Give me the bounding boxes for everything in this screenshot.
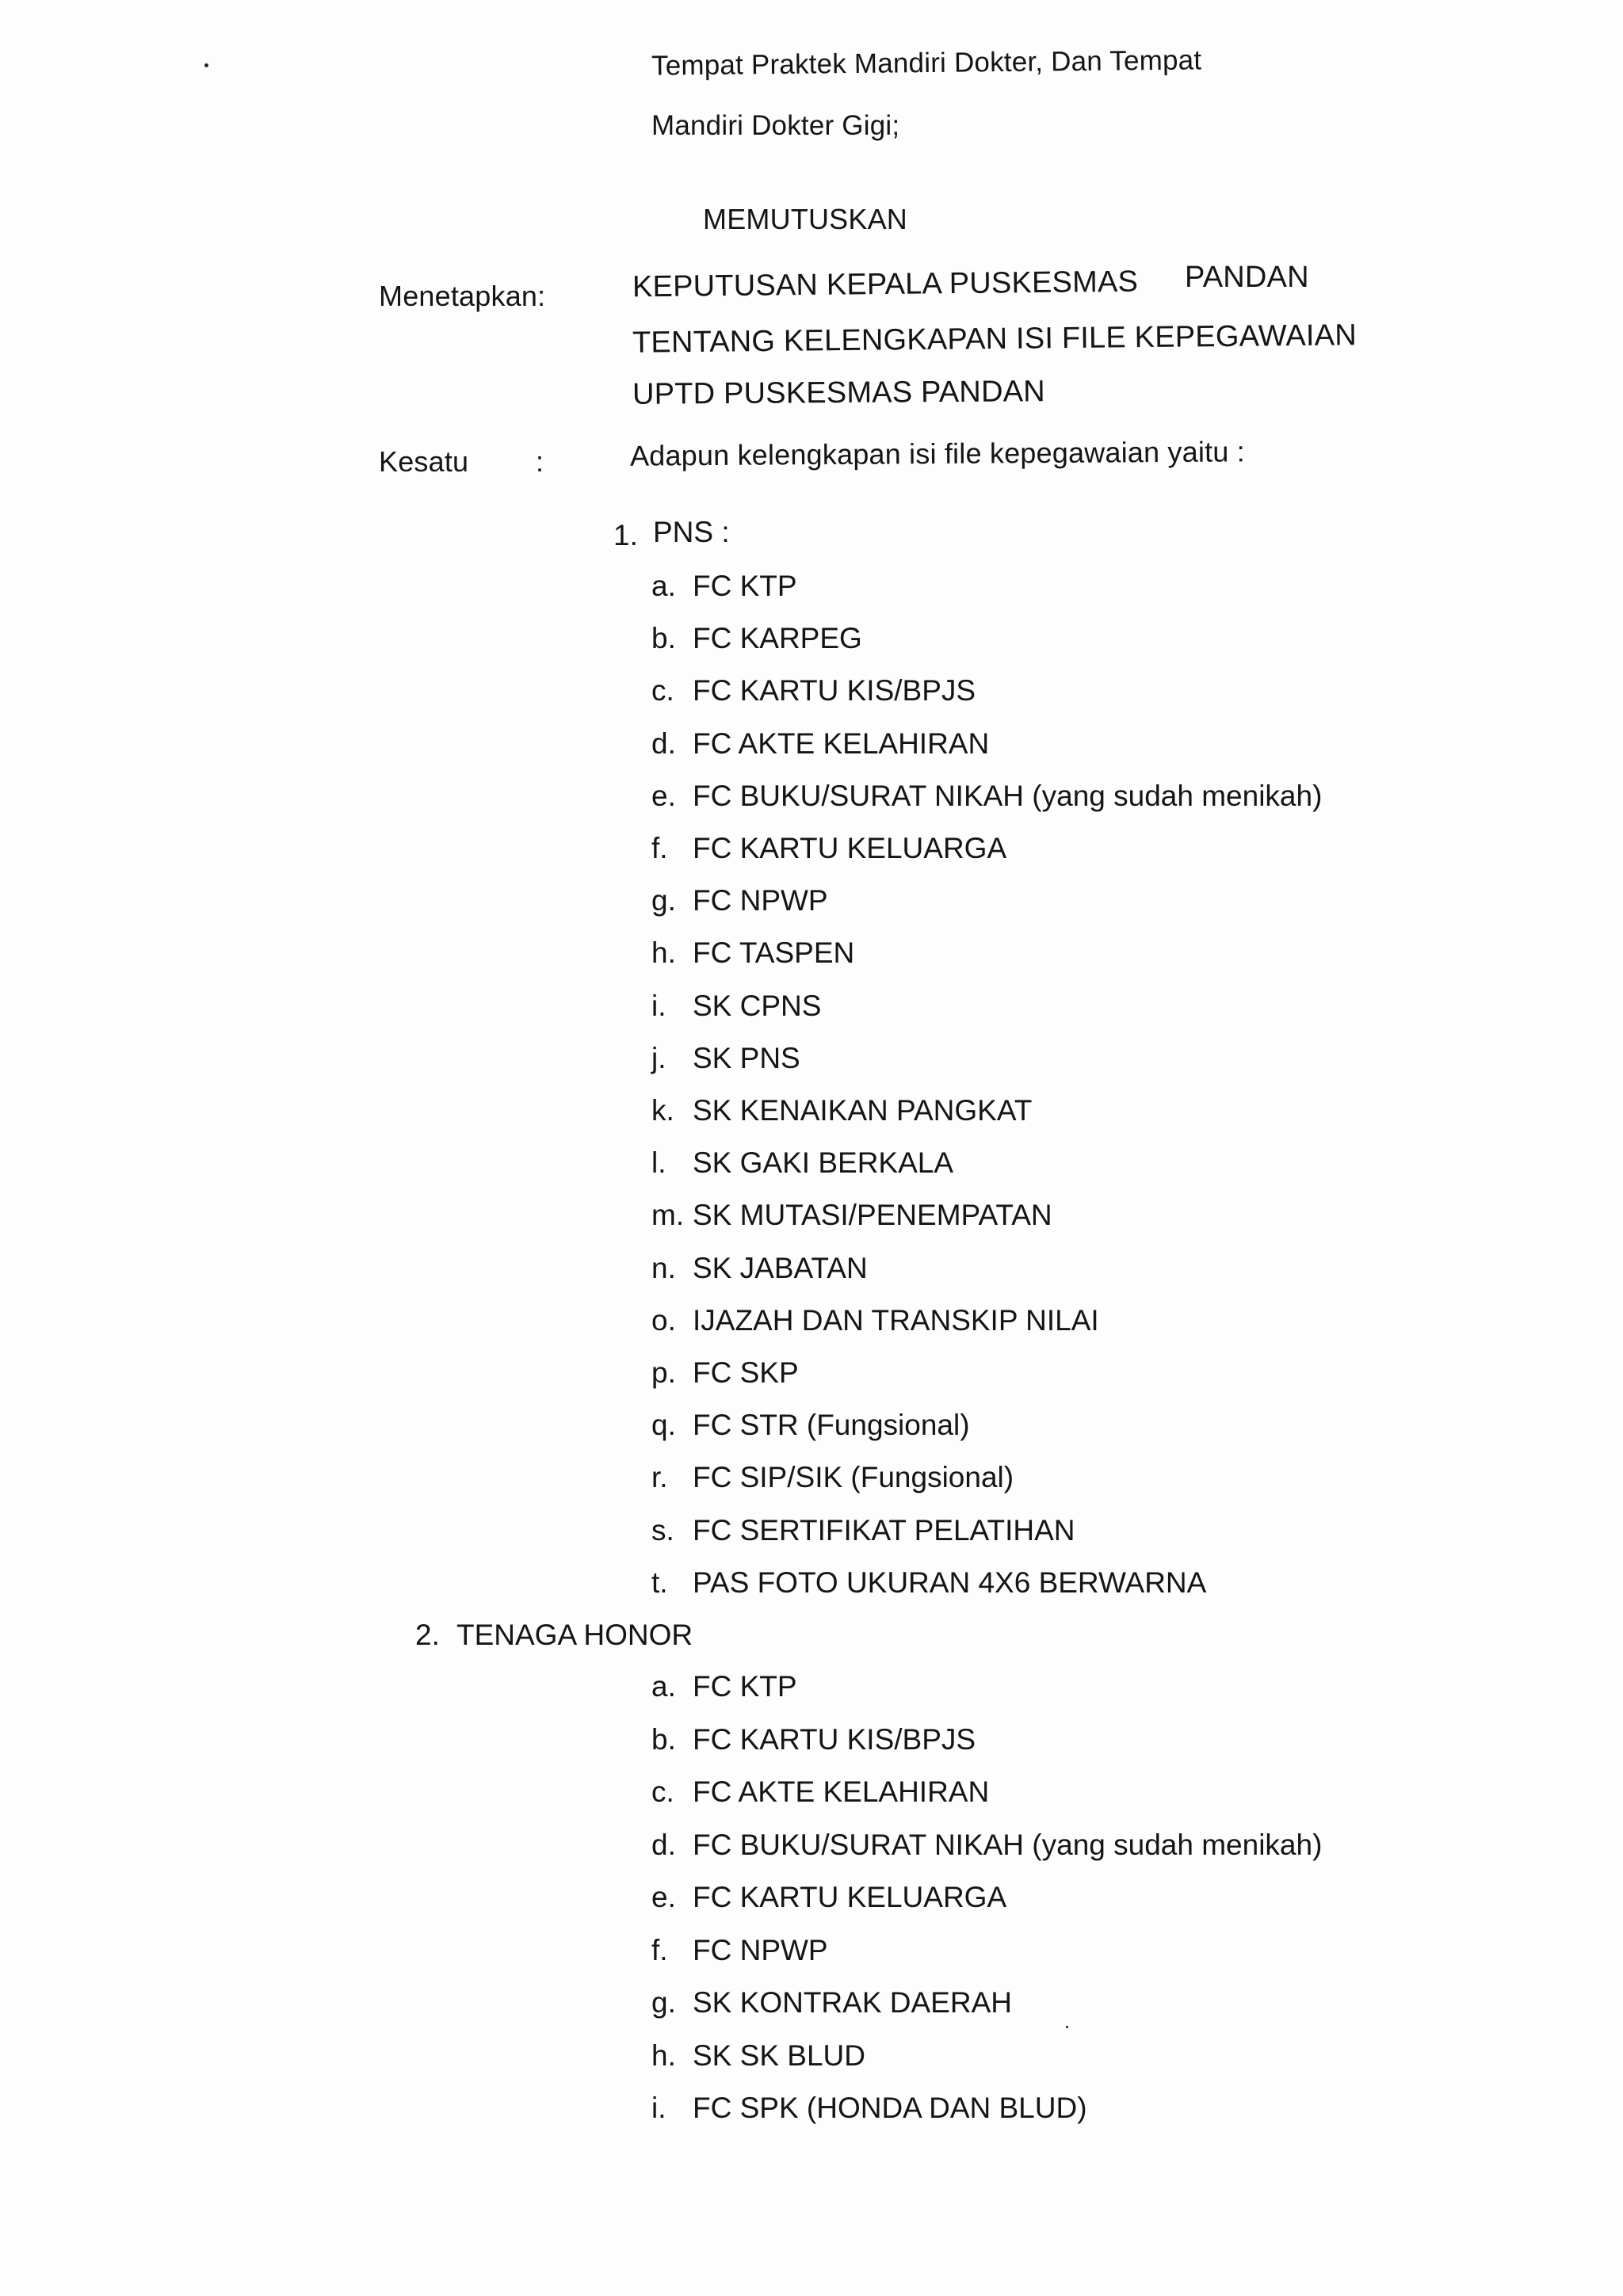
list-item-letter: m. [651, 1199, 685, 1232]
list-item-letter: a. [651, 1670, 676, 1703]
list-item-text: FC SPK (HONDA DAN BLUD) [693, 2092, 1087, 2124]
intro-line-1: Tempat Praktek Mandiri Dokter, Dan Tempat [651, 44, 1202, 82]
list-item-letter: l. [651, 1146, 666, 1180]
list-item [651, 989, 821, 1024]
list-item-text: FC SERTIFIKAT PELATIHAN [693, 1513, 1075, 1547]
list-item [651, 883, 828, 918]
list-item-text: FC AKTE KELAHIRAN [693, 1775, 990, 1808]
list-item-letter: a. [651, 570, 676, 602]
list-item-text: SK CPNS [693, 989, 822, 1022]
section-1-number: 1. [613, 519, 638, 551]
list-item [651, 2039, 865, 2073]
list-item [651, 1513, 1075, 1548]
list-item-text: FC NPWP [693, 1933, 828, 1966]
list-item-text: FC NPWP [693, 884, 828, 917]
list-item-text: FC KARPEG [693, 622, 862, 655]
kesatu-label: Kesatu [379, 445, 469, 478]
list-item [651, 1251, 868, 1286]
list-item [651, 727, 989, 761]
list-item-letter: r. [651, 1461, 668, 1494]
menetapkan-line-1b: PANDAN [1185, 261, 1309, 294]
list-item [651, 1880, 1006, 1915]
list-item [651, 621, 862, 656]
list-item [651, 1985, 1012, 2020]
list-item-text: FC BUKU/SURAT NIKAH (yang sudah menikah) [693, 1828, 1323, 1861]
list-item [651, 673, 976, 708]
list-item-letter: h. [651, 2039, 676, 2072]
kesatu-text: Adapun kelengkapan isi file kepegawaian yaitu : [629, 435, 1246, 472]
list-item-letter: f. [651, 832, 668, 864]
list-item [651, 1303, 1099, 1338]
list-item [651, 1356, 799, 1390]
list-item-letter: j. [651, 1041, 666, 1074]
list-item-text: SK GAKI BERKALA [693, 1146, 954, 1180]
list-item [651, 2091, 1087, 2126]
decision-heading: MEMUTUSKAN [703, 203, 908, 235]
menetapkan-label: Menetapkan: [379, 280, 546, 312]
list-item-letter: q. [651, 1409, 676, 1442]
list-item-letter: k. [651, 1094, 674, 1127]
list-item-letter: f. [651, 1933, 668, 1966]
list-item [651, 1146, 953, 1180]
list-item-text: SK KENAIKAN PANGKAT [693, 1094, 1033, 1127]
list-item [651, 1198, 1052, 1233]
list-item-text: FC KARTU KIS/BPJS [693, 1722, 976, 1756]
list-item [651, 1933, 828, 1968]
list-item [651, 831, 1006, 866]
list-item-letter: t. [651, 1566, 668, 1599]
list-item-letter: d. [651, 1828, 676, 1861]
list-item-letter: i. [651, 989, 666, 1022]
list-item-text: FC KTP [693, 570, 797, 602]
list-item-letter: h. [651, 936, 676, 970]
list-item-text: FC AKTE KELAHIRAN [693, 727, 990, 760]
list-item [651, 936, 854, 971]
scan-speck [204, 63, 208, 67]
list-item-letter: c. [651, 674, 674, 707]
list-item [651, 1828, 1322, 1863]
list-item [651, 1722, 976, 1757]
list-item [651, 1041, 800, 1076]
menetapkan-line-3: UPTD PUSKESMAS PANDAN [632, 375, 1045, 411]
list-item-text: FC BUKU/SURAT NIKAH (yang sudah menikah) [693, 779, 1323, 812]
scan-speck [1066, 2026, 1068, 2028]
list-item-text: SK PNS [693, 1041, 800, 1074]
menetapkan-line-2: TENTANG KELENGKAPAN ISI FILE KEPEGAWAIAN [632, 318, 1358, 360]
list-item-letter: o. [651, 1303, 676, 1337]
list-item-letter: g. [651, 1986, 676, 2019]
section-2-title: TENAGA HONOR [456, 1619, 693, 1651]
list-item [651, 569, 797, 604]
list-item-text: SK KONTRAK DAERAH [693, 1986, 1012, 2019]
list-item-text: FC KARTU KIS/BPJS [693, 674, 976, 707]
list-item [651, 1460, 1014, 1495]
list-item-text: SK SK BLUD [693, 2039, 865, 2072]
list-item-letter: g. [651, 884, 676, 917]
list-item-text: FC SIP/SIK (Fungsional) [693, 1461, 1014, 1494]
list-item [651, 1566, 1206, 1600]
list-item-letter: c. [651, 1775, 674, 1808]
section-2-number: 2. [415, 1619, 440, 1651]
list-item [651, 1408, 970, 1443]
section-1-title: PNS : [653, 516, 730, 548]
list-item-letter: b. [651, 1722, 676, 1756]
list-item-text: SK MUTASI/PENEMPATAN [693, 1199, 1052, 1232]
list-item [651, 1669, 797, 1704]
kesatu-colon: : [536, 445, 544, 478]
list-item-text: FC STR (Fungsional) [693, 1409, 970, 1442]
list-item-text: FC TASPEN [693, 936, 855, 970]
list-item [651, 1093, 1032, 1128]
list-item [651, 779, 1322, 814]
list-item-letter: e. [651, 779, 676, 812]
list-item-letter: d. [651, 727, 676, 760]
list-item-letter: i. [651, 2092, 666, 2124]
list-item-letter: p. [651, 1356, 676, 1389]
list-item-letter: n. [651, 1251, 676, 1284]
list-item [651, 1775, 989, 1810]
list-item-letter: e. [651, 1881, 676, 1913]
list-item-letter: b. [651, 622, 676, 655]
list-item-letter: s. [651, 1513, 674, 1547]
list-item-text: FC KARTU KELUARGA [693, 1881, 1007, 1913]
list-item-text: FC KTP [693, 1670, 797, 1703]
list-item-text: PAS FOTO UKURAN 4X6 BERWARNA [693, 1566, 1207, 1599]
menetapkan-line-1a: KEPUTUSAN KEPALA PUSKESMAS [632, 265, 1139, 304]
list-item-text: FC KARTU KELUARGA [693, 832, 1007, 864]
intro-line-2: Mandiri Dokter Gigi; [651, 110, 900, 141]
list-item-text: IJAZAH DAN TRANSKIP NILAI [693, 1303, 1099, 1337]
list-item-text: SK JABATAN [693, 1251, 868, 1284]
list-item-text: FC SKP [693, 1356, 799, 1389]
